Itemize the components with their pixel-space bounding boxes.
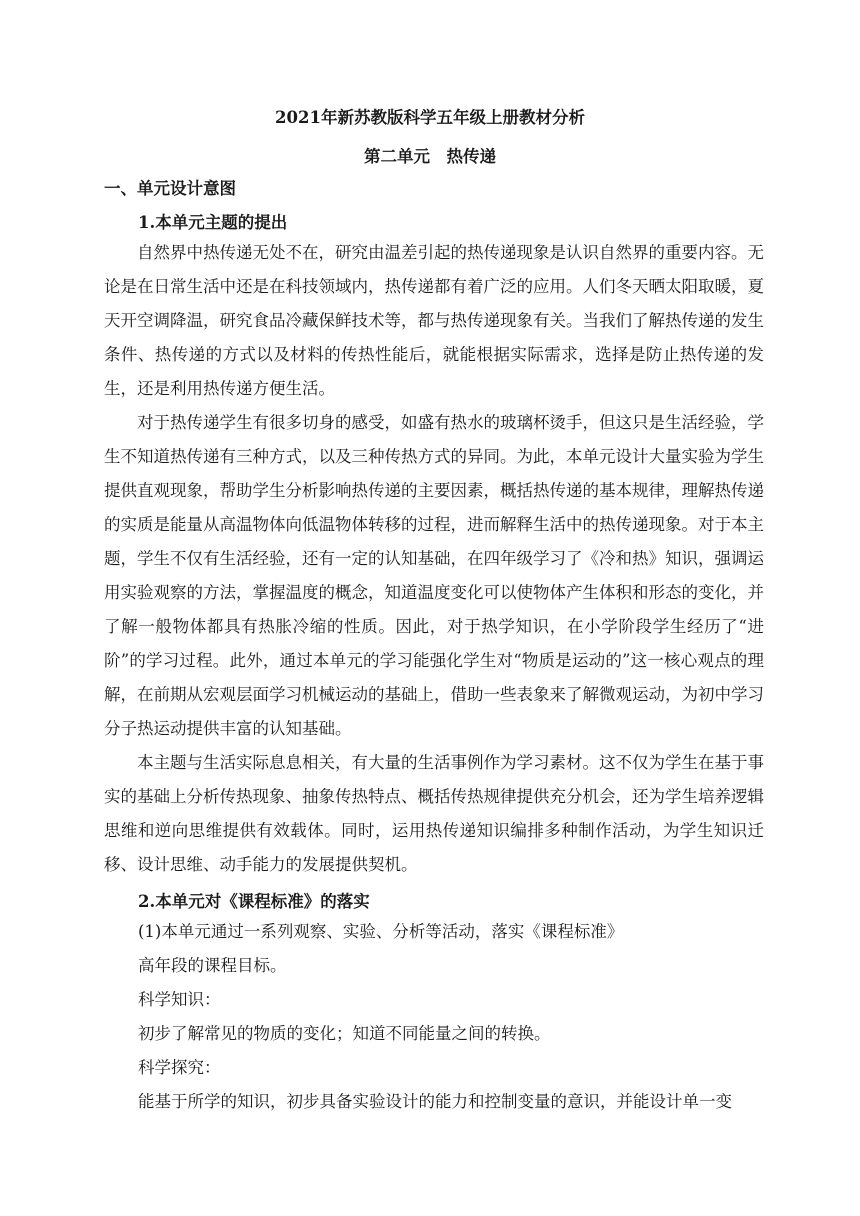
paragraph-life-connection: 本主题与生活实际息息相关，有大量的生活事例作为学习素材。这不仅为学生在基于事实的基础上分析传热现象、抽象传热特点、概括传热规律提供充分机会，还为学生培养逻辑思维和逆向思维提供有效载体。同时，运用热传递知识编排多种制作活动，为学生知识迁移、设计思维、动手能力的发展提供契机。 [104, 753, 764, 874]
curriculum-item-1: (1)本单元通过一系列观察、实验、分析等活动，落实《课程标准》 [138, 922, 624, 941]
subsection-heading-theme: 1.本单元主题的提出 [138, 213, 288, 232]
science-inquiry-label: 科学探究： [138, 1058, 221, 1077]
science-inquiry-text: 能基于所学的知识，初步具备实验设计的能力和控制变量的意识，并能设计单一变 [138, 1092, 732, 1111]
document-title: 2021年新苏教版科学五年级上册教材分析 [275, 108, 585, 127]
unit-title: 第二单元 热传递 [364, 147, 496, 166]
science-knowledge-text: 初步了解常见的物质的变化；知道不同能量之间的转换。 [138, 1024, 551, 1043]
section-heading-design-intent: 一、单元设计意图 [104, 179, 236, 198]
science-knowledge-label: 科学知识： [138, 990, 221, 1009]
paragraph-theme-intro: 自然界中热传递无处不在，研究由温差引起的热传递现象是认识自然界的重要内容。无论是在日常生活中还是在科技领域内，热传递都有着广泛的应用。人们冬天晒太阳取暖，夏天开空调降温，研究食品冷藏保鲜技术等，都与热传递现象有关。当我们了解热传递的发生条件、热传递的方式以及材料的传热性能后，就能根据实际需求，选择是防止热传递的发生，还是利用热传递方便生活。 [104, 243, 764, 398]
curriculum-item-1-continued: 高年段的课程目标。 [138, 956, 287, 975]
subsection-heading-curriculum: 2.本单元对《课程标准》的落实 [138, 892, 370, 911]
paragraph-student-experience: 对于热传递学生有很多切身的感受，如盛有热水的玻璃杯烫手，但这只是生活经验，学生不知道热传递有三种方式，以及三种传热方式的异同。为此，本单元设计大量实验为学生提供直观现象，帮助学生分析影响热传递的主要因素，概括热传递的基本规律，理解热传递的实质是能量从高温物体向低温物体转移的过程，进而解释生活中的热传递现象。对于本主题，学生不仅有生活经验，还有一定的认知基础，在四年级学习了《冷和热》知识，强调运用实验观察的方法，掌握温度的概念，知道温度变化可以使物体产生体积和形态的变化，并了解一般物体都具有热胀冷缩的性质。因此，对于热学知识，在小学阶段学生经历了“进阶”的学习过程。此外，通过本单元的学习能强化学生对“物质是运动的”这一核心观点的理解，在前期从宏观层面学习机械运动的基础上，借助一些表象来了解微观运动，为初中学习分子热运动提供丰富的认知基础。 [104, 413, 764, 738]
